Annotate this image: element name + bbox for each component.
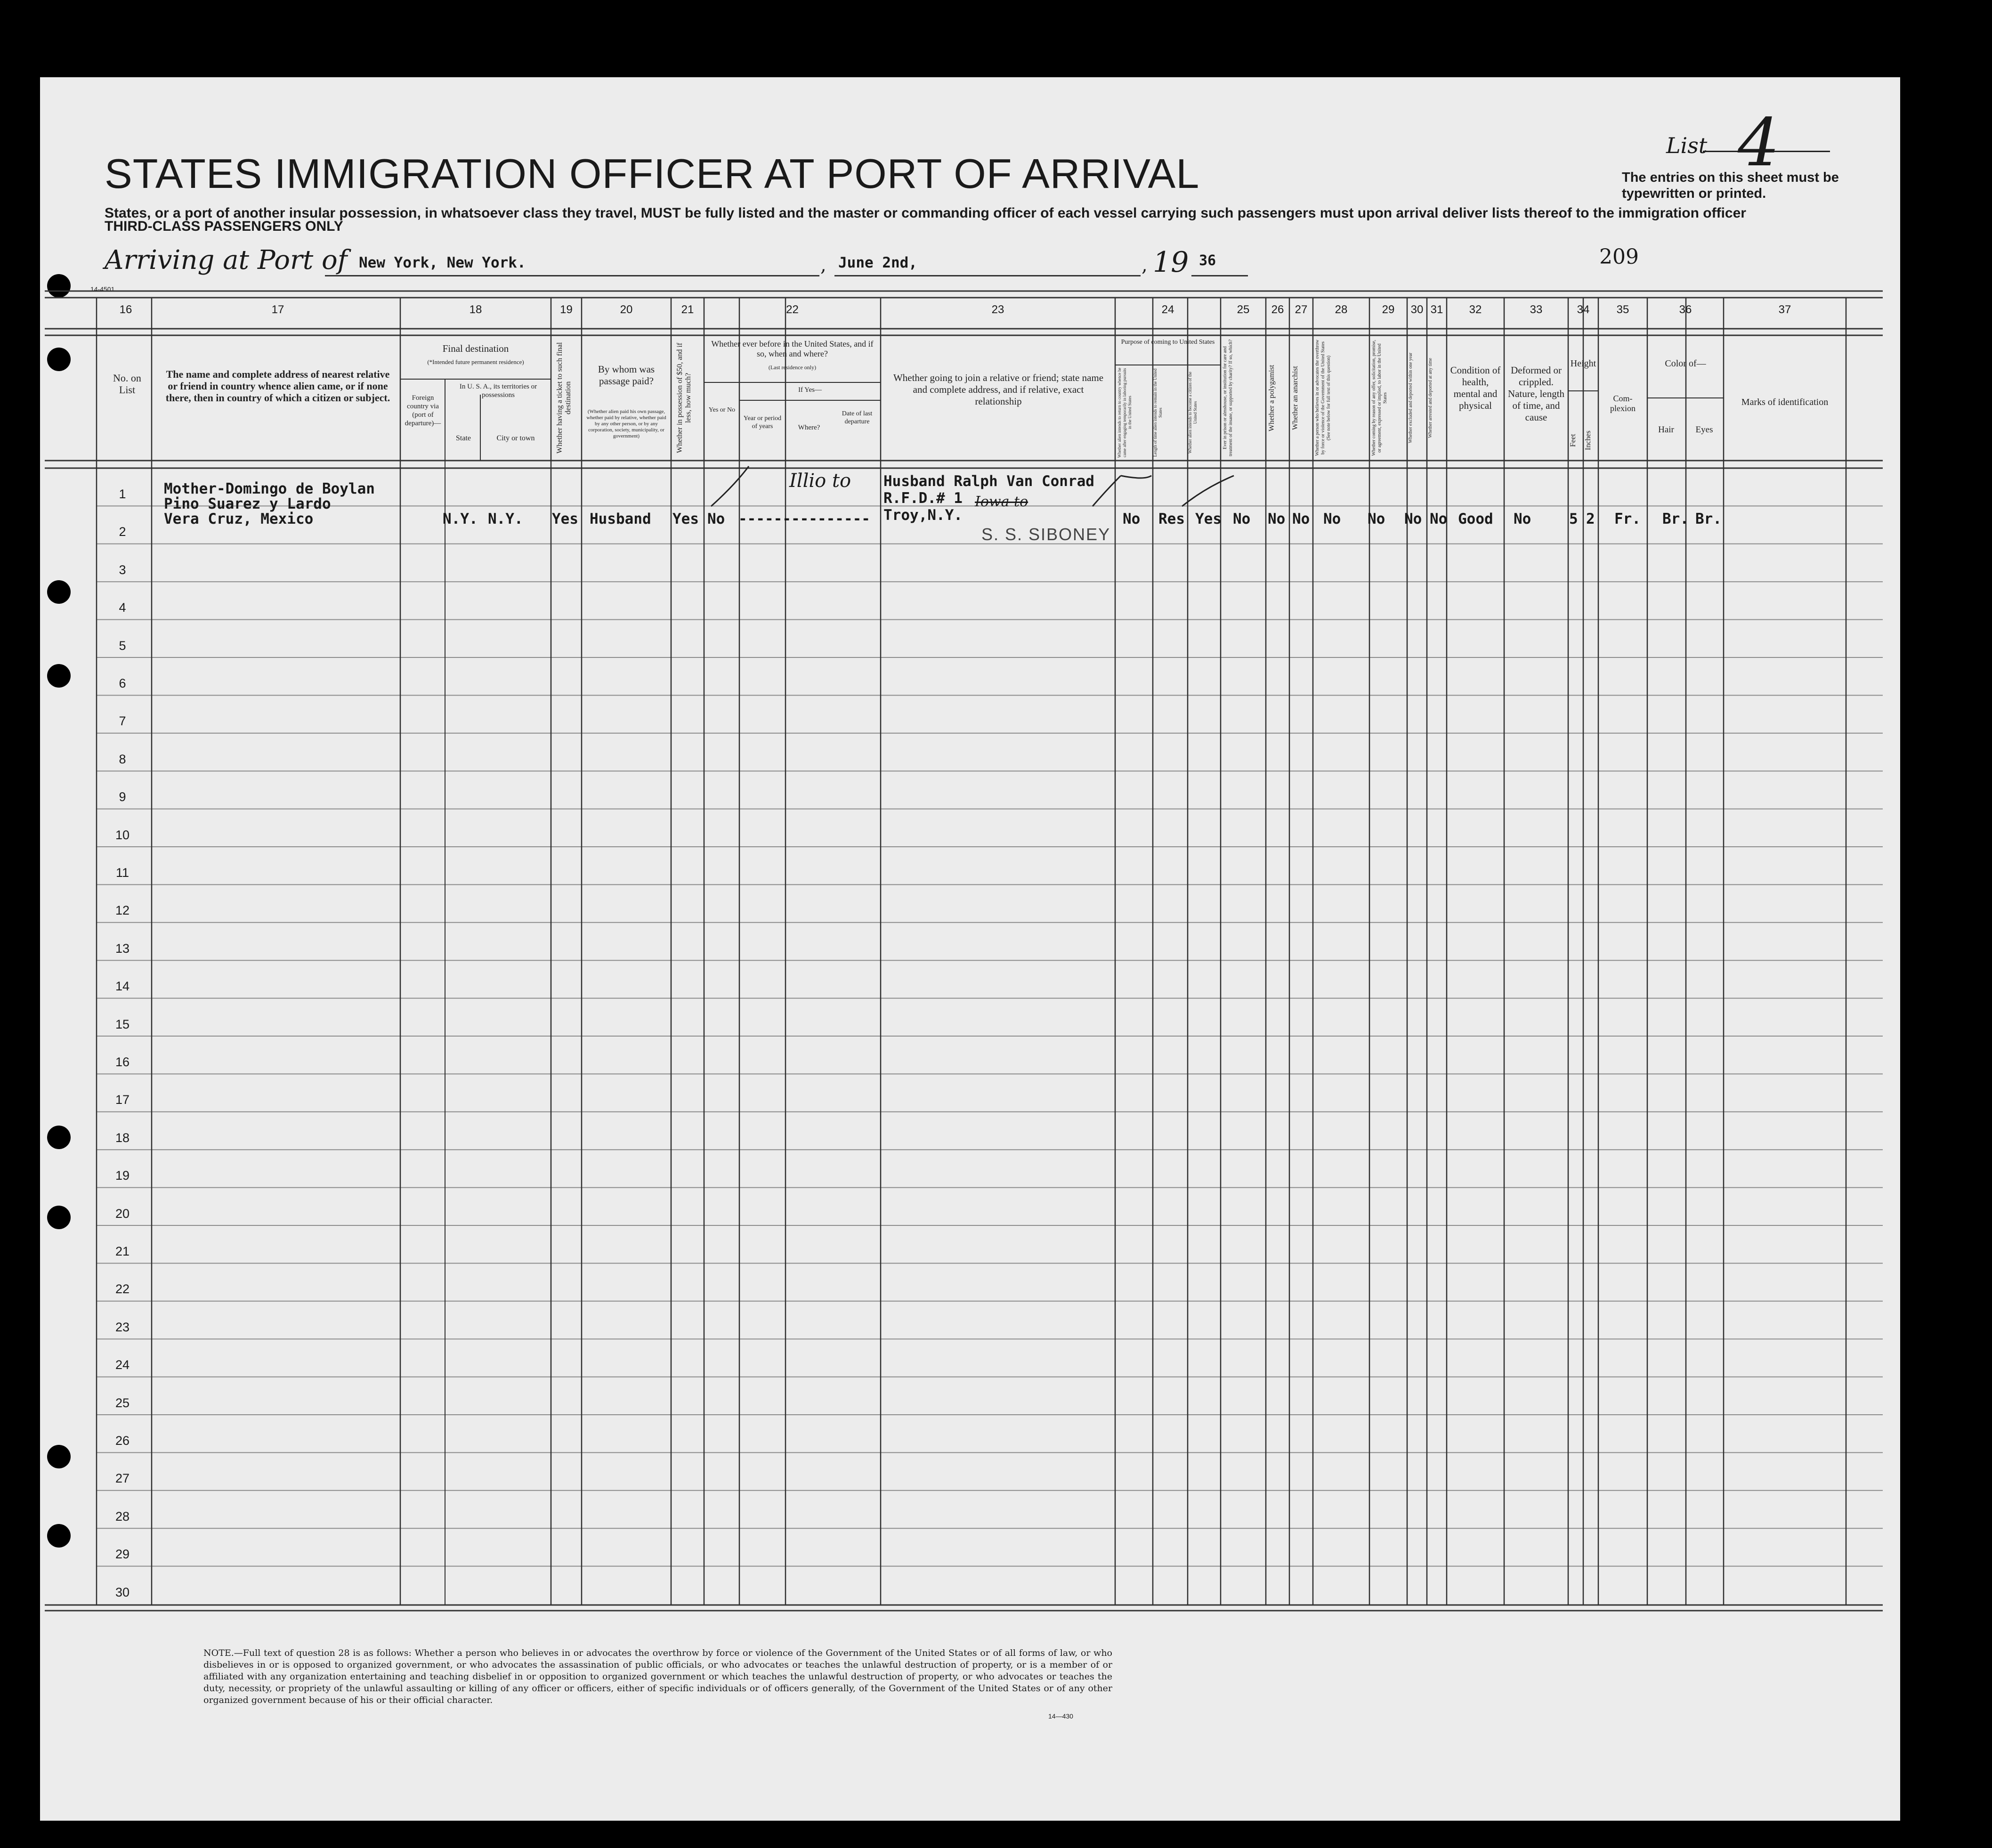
row-number: 19 bbox=[115, 1168, 130, 1183]
row-number: 25 bbox=[115, 1395, 130, 1410]
health-value: Good bbox=[1458, 511, 1493, 527]
join-line-2: R.F.D.# 1 bbox=[883, 490, 963, 507]
header-fifty-dollars: Whether in possession of $50, and if less, how much? bbox=[676, 342, 692, 454]
comma: , bbox=[1142, 254, 1148, 276]
row-number: 23 bbox=[115, 1320, 130, 1334]
row-number: 16 bbox=[115, 1055, 130, 1069]
header-health: Condition of health, mental and physical bbox=[1450, 365, 1501, 411]
header-marks: Marks of identification bbox=[1741, 397, 1829, 407]
row-number: 10 bbox=[115, 827, 130, 842]
header-eyes: Eyes bbox=[1695, 425, 1713, 435]
header-no-on-list: No. on List bbox=[113, 372, 141, 396]
col-num-35: 35 bbox=[1616, 303, 1629, 316]
col-num-18: 18 bbox=[469, 303, 482, 316]
header-deformed: Deformed or crippled. Nature, length of time, and cause bbox=[1507, 365, 1565, 423]
footer-code: 14—430 bbox=[1048, 1712, 1073, 1720]
ship-stamp: S. S. SIBONEY bbox=[981, 525, 1111, 544]
header-if-yes: If Yes— bbox=[798, 386, 822, 394]
q28-value: No bbox=[1323, 511, 1341, 527]
header-final-destination: Final destination bbox=[442, 343, 509, 354]
relative-line-1: Mother-Domingo de Boylan bbox=[164, 480, 375, 497]
money-value: Yes bbox=[672, 511, 699, 527]
header-join-relative: Whether going to join a relative or friend; state name and complete address, and if relative, exact relationship bbox=[893, 372, 1104, 407]
header-q31: Whether arrested and deported at any time bbox=[1428, 358, 1433, 438]
header-yes-no: Yes or No bbox=[708, 406, 736, 413]
port-value: New York, New York. bbox=[359, 254, 526, 271]
paid-by-value: Husband bbox=[590, 511, 651, 527]
col-num-16: 16 bbox=[119, 303, 132, 316]
row-number: 18 bbox=[115, 1130, 130, 1145]
row-number: 22 bbox=[115, 1282, 130, 1297]
ever-before-dashes: --------------- bbox=[738, 511, 870, 527]
dest-city: N.Y. bbox=[488, 511, 523, 527]
row-number: 13 bbox=[115, 941, 130, 956]
col-num-33: 33 bbox=[1530, 303, 1543, 316]
row-number: 21 bbox=[115, 1244, 130, 1258]
header-q30: Whether excluded and deported within one year bbox=[1408, 352, 1413, 444]
header-passage-paid: By whom was passage paid? bbox=[598, 364, 655, 387]
polygamist-value: No bbox=[1268, 511, 1286, 527]
feet-value: 5 bbox=[1569, 511, 1578, 527]
col-num-27: 27 bbox=[1295, 303, 1308, 316]
col-num-32: 32 bbox=[1469, 303, 1482, 316]
ticket-value: Yes bbox=[552, 511, 578, 527]
row-number: 4 bbox=[119, 600, 126, 615]
arriving-label: Arriving at Port of bbox=[105, 245, 348, 276]
dest-state: N.Y. bbox=[443, 511, 478, 527]
complexion-value: Fr. bbox=[1614, 511, 1641, 527]
row-number: 29 bbox=[115, 1547, 130, 1562]
join-handwritten: Iowa to bbox=[975, 494, 1028, 510]
header-purpose-return: Whether alien intends to return to country whence he came after engaging temporarily in laboring pursuits in the United States bbox=[1117, 367, 1132, 458]
header-state: State bbox=[456, 434, 471, 442]
row-number: 1 bbox=[119, 487, 126, 501]
header-become-citizen: Whether alien intends to become a citizen of the United States bbox=[1188, 372, 1198, 454]
form-title: STATES IMMIGRATION OFFICER AT PORT OF ARRIVAL bbox=[105, 150, 1200, 197]
col-num-36: 36 bbox=[1679, 303, 1692, 316]
row-number: 3 bbox=[119, 562, 126, 577]
purpose-return-value: No bbox=[1123, 511, 1141, 527]
footnote-q28: NOTE.—Full text of question 28 is as follows: Whether a person who believes in or advocates the overthrow by force or violence of the Government of the United States or of all forms of law, or who disbelieves in or is opposed to organized government, or who advocates the assassination of public officials, or who advocates or teaches the unlawful destruction of property, or is a member of or affiliated with any organization entertaining and teaching disbelief in or opposition to organized government or which teaches the unlawful destruction of property, or who advocates or teaches the duty, necessity, or propriety of the unlawful assaulting or killing of any officer or officers, either of specific individuals or of officers generally, of the Government of the United States or of any other organized government because of his or their official character. bbox=[203, 1648, 1112, 1705]
header-final-destination-sub: (*Intended future permanent residence) bbox=[427, 358, 524, 365]
hair-value: Br. bbox=[1662, 511, 1689, 527]
col-num-28: 28 bbox=[1335, 303, 1348, 316]
col-num-17: 17 bbox=[271, 303, 284, 316]
q31-value: No bbox=[1430, 511, 1448, 527]
row-number: 27 bbox=[115, 1471, 130, 1486]
header-hair: Hair bbox=[1658, 425, 1674, 435]
header-passage-paid-sub: (Whether alien paid his own passage, whether paid by relative, whether paid by any other person, or by any corporation, society, municipality, or government) bbox=[586, 409, 666, 439]
header-height: Height bbox=[1570, 358, 1596, 369]
inches-value: 2 bbox=[1586, 511, 1595, 527]
row-number: 12 bbox=[115, 903, 130, 918]
col-num-21: 21 bbox=[681, 303, 694, 316]
header-where: Where? bbox=[798, 424, 820, 431]
header-polygamist: Whether a polygamist bbox=[1268, 365, 1276, 431]
join-line-1: Husband Ralph Van Conrad bbox=[883, 473, 1094, 490]
col-num-30: 30 bbox=[1410, 303, 1424, 316]
row-number: 26 bbox=[115, 1434, 130, 1448]
row-number: 9 bbox=[119, 790, 126, 804]
col-num-34: 34 bbox=[1577, 303, 1590, 316]
header-length-stay: Length of time alien intends to remain in the United States bbox=[1153, 368, 1163, 457]
header-complexion: Com-plexion bbox=[1610, 394, 1636, 413]
list-label: List bbox=[1666, 133, 1708, 158]
citizen-value: Yes bbox=[1195, 511, 1222, 527]
row-number: 28 bbox=[115, 1509, 130, 1524]
col-num-19: 19 bbox=[560, 303, 573, 316]
year-suffix: 36 bbox=[1199, 252, 1216, 269]
form-code: 14-4501 bbox=[90, 285, 115, 293]
header-date-departure: Date of last departure bbox=[842, 410, 873, 425]
deformed-value: No bbox=[1514, 511, 1531, 527]
class-line: THIRD-CLASS PASSENGERS ONLY bbox=[105, 219, 343, 234]
header-period: Year or period of years bbox=[743, 415, 782, 430]
header-ever-before-sub: (Last residence only) bbox=[768, 364, 817, 371]
row-number: 14 bbox=[115, 979, 130, 994]
header-color-of: Color of— bbox=[1665, 358, 1706, 369]
instruction-line: States, or a port of another insular possession, in whatsoever class they travel, MUST be fully listed and the master or commanding officer of each vessel carrying such passengers must upon arrival deliver lists thereof to the immigration officer bbox=[105, 205, 1746, 221]
relative-line-2: Pino Suarez y Lardo bbox=[164, 495, 331, 512]
header-usa: In U. S. A., its territories or possessions bbox=[459, 383, 537, 399]
row-number: 6 bbox=[119, 676, 126, 690]
col-num-31: 31 bbox=[1430, 303, 1443, 316]
handwritten-note: Illio to bbox=[789, 470, 851, 492]
row-number: 5 bbox=[119, 638, 126, 653]
col-num-29: 29 bbox=[1382, 303, 1395, 316]
row-number: 24 bbox=[115, 1358, 130, 1372]
row-number: 20 bbox=[115, 1206, 130, 1221]
col-num-25: 25 bbox=[1237, 303, 1250, 316]
list-number: 4 bbox=[1738, 105, 1780, 181]
row-number: 15 bbox=[115, 1017, 130, 1031]
date-value: June 2nd, bbox=[838, 254, 917, 271]
relative-line-3: Vera Cruz, Mexico bbox=[164, 511, 314, 527]
row-number: 11 bbox=[115, 866, 130, 880]
ever-before-value: No bbox=[707, 511, 725, 527]
header-inches: Inches bbox=[1584, 430, 1592, 450]
join-line-3: Troy,N.Y. bbox=[883, 507, 963, 524]
prison-value: No bbox=[1233, 511, 1251, 527]
col-num-26: 26 bbox=[1271, 303, 1284, 316]
length-stay-value: Res bbox=[1158, 511, 1185, 527]
row-number: 7 bbox=[119, 714, 126, 729]
header-anarchist: Whether an anarchist bbox=[1291, 366, 1299, 430]
col-num-24: 24 bbox=[1161, 303, 1174, 316]
header-feet: Feet bbox=[1569, 434, 1577, 447]
header-q28: Whether a person who believes in or advocates the overthrow by force or violence of the Government of the United States (See note below for full text of this question) bbox=[1315, 340, 1331, 456]
col-num-23: 23 bbox=[991, 303, 1004, 316]
col-num-22: 22 bbox=[786, 303, 799, 316]
row-number: 2 bbox=[119, 525, 126, 539]
header-ticket: Whether having a ticket to such final destination bbox=[556, 342, 572, 454]
q29-value: No bbox=[1368, 511, 1385, 527]
header-city: City or town bbox=[496, 434, 535, 442]
year-prefix: 19 bbox=[1153, 246, 1189, 279]
page-number: 209 bbox=[1599, 245, 1639, 269]
row-number: 17 bbox=[115, 1093, 130, 1107]
row-number: 30 bbox=[115, 1585, 130, 1599]
header-foreign-country: Foreign country via (port of departure)— bbox=[405, 394, 441, 427]
eyes-value: Br. bbox=[1695, 511, 1722, 527]
header-relative: The name and complete address of nearest relative or friend in country whence alien came, or if none there, then in country of which a citizen or subject. bbox=[165, 368, 390, 404]
header-purpose: Purpose of coming to United States bbox=[1121, 339, 1215, 346]
col-num-20: 20 bbox=[620, 303, 633, 316]
header-q29: Whether coming by reason of any offer, solicitation, promise, or agreement, expressed or implied, to labor in the United States bbox=[1371, 340, 1388, 456]
row-number: 8 bbox=[119, 752, 126, 766]
anarchist-value: No bbox=[1292, 511, 1310, 527]
q30-value: No bbox=[1404, 511, 1422, 527]
header-prison: Ever in prison or almshouse, or institution for care and treatment of the insane, or supported by charity? If so, which? bbox=[1223, 339, 1233, 457]
comma: , bbox=[820, 254, 826, 276]
entries-note: The entries on this sheet must be typewritten or printed. bbox=[1622, 170, 1839, 201]
col-num-37: 37 bbox=[1778, 303, 1791, 316]
header-ever-before: Whether ever before in the United States, and if so, when and where? bbox=[711, 339, 874, 358]
